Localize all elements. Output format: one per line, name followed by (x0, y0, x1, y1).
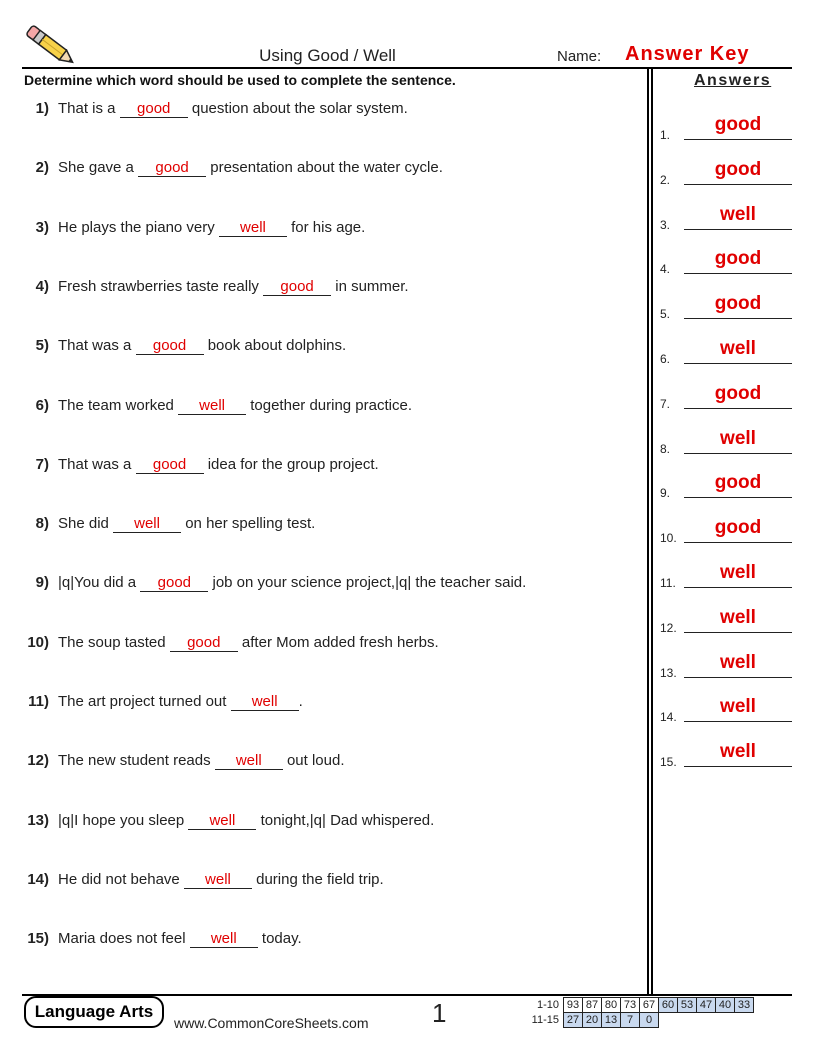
answer-row (660, 293, 792, 322)
score-table (527, 997, 754, 1028)
answer-line (684, 363, 792, 364)
answer-number: 14. (660, 710, 677, 725)
answer-blank: good (170, 635, 238, 652)
question-text-after: in summer. (335, 277, 409, 295)
header-rule (22, 67, 792, 69)
answer-blank: well (190, 931, 258, 948)
question-text-before: He did not behave (58, 870, 180, 888)
column-divider (647, 69, 653, 994)
answer-blank: good (140, 575, 208, 592)
answer-blank: well (188, 813, 256, 830)
question-row (18, 693, 628, 711)
question-number: 6) (35, 396, 49, 414)
question-number: 8) (35, 515, 49, 533)
answer-number: 10. (660, 531, 677, 546)
question-row (18, 930, 628, 948)
answer-line (684, 766, 792, 767)
answer-line (684, 497, 792, 498)
answer-line (684, 273, 792, 274)
answer-row (660, 203, 792, 232)
answer-line (684, 453, 792, 454)
score-cell: 80 (602, 998, 621, 1013)
score-cell: 53 (678, 998, 697, 1013)
question-text-after: job on your science project,|q| the teacher said. (212, 574, 527, 592)
answer-line (684, 587, 792, 588)
score-cell: 33 (735, 998, 754, 1013)
answer-blank: well (231, 694, 299, 711)
score-cell: 20 (583, 1013, 602, 1028)
question-number: 15) (27, 930, 49, 948)
answer-number: 4. (660, 262, 671, 277)
question-row (18, 159, 628, 177)
question-number: 12) (27, 752, 49, 770)
question-text-after: tonight,|q| Dad whispered. (260, 811, 435, 829)
answer-value: well (720, 741, 756, 763)
answer-value: good (714, 382, 762, 404)
answer-row (660, 116, 792, 140)
score-cell: 40 (716, 998, 735, 1013)
score-cell: 13 (602, 1013, 621, 1028)
score-cell: 7 (621, 1013, 640, 1028)
answer-number: 6. (660, 352, 671, 366)
answer-row (660, 382, 792, 411)
answer-line (684, 229, 792, 230)
question-row (18, 634, 628, 652)
question-number: 14) (27, 870, 49, 888)
question-text-before: |q|You did a (58, 574, 137, 592)
question-text-after: on her spelling test. (185, 515, 316, 533)
score-row (527, 1013, 754, 1028)
answer-value: good (714, 293, 762, 315)
answer-number: 9. (660, 486, 671, 501)
answer-row (660, 472, 792, 501)
question-row (18, 219, 628, 237)
answer-line (684, 408, 792, 409)
question-row (18, 278, 628, 296)
score-cell: 93 (564, 998, 583, 1013)
answer-number: 5. (660, 307, 671, 322)
question-number: 9) (35, 574, 49, 592)
answer-blank: well (113, 516, 181, 533)
answer-value: well (720, 606, 756, 628)
answer-number: 1. (660, 128, 671, 142)
question-text-before: The soup tasted (58, 633, 166, 651)
question-number: 7) (35, 455, 49, 473)
question-text-after: during the field trip. (256, 870, 384, 888)
score-cell: 60 (659, 998, 678, 1013)
answer-number: 12. (660, 620, 677, 635)
answer-number: 11. (660, 576, 676, 590)
answer-number: 3. (660, 217, 671, 232)
question-text-before: She gave a (58, 159, 134, 177)
answer-line (684, 632, 792, 633)
question-text-after: out loud. (286, 752, 345, 770)
question-row (18, 574, 628, 592)
question-text-before: That was a (58, 337, 132, 355)
answer-blank: good (263, 279, 331, 296)
answer-line (684, 318, 792, 319)
question-number: 1) (35, 100, 49, 117)
answer-value: well (720, 696, 756, 718)
score-range-label: 1-10 (536, 999, 559, 1011)
question-text-before: Maria does not feel (58, 930, 186, 948)
answer-value: good (714, 472, 762, 494)
question-text-after: after Mom added fresh herbs. (241, 633, 439, 651)
question-text-before: That is a (58, 100, 116, 117)
score-cell: 67 (640, 998, 659, 1013)
question-number: 4) (35, 277, 49, 295)
question-text-before: |q|I hope you sleep (58, 811, 185, 829)
instructions: Determine which word should be used to complete the sentence. (24, 72, 456, 88)
question-text-after: book about dolphins. (207, 337, 347, 355)
question-text-after: together during practice. (250, 396, 412, 414)
question-text-before: Fresh strawberries taste really (58, 277, 259, 295)
score-row (527, 998, 754, 1013)
question-number: 3) (35, 218, 49, 236)
question-text-before: That was a (58, 455, 132, 473)
answer-number: 8. (660, 441, 671, 456)
question-text-after: idea for the group project. (207, 455, 379, 473)
answer-number: 2. (660, 172, 671, 187)
subject-badge: Language Arts (24, 996, 164, 1028)
question-number: 13) (27, 811, 49, 829)
question-text-after: for his age. (291, 218, 366, 236)
question-row (18, 337, 628, 355)
answer-row (660, 427, 792, 456)
answer-line (684, 184, 792, 185)
answer-line (684, 542, 792, 543)
question-text-before: The art project turned out (58, 693, 227, 710)
question-text-before: The team worked (58, 396, 174, 414)
answer-blank: well (219, 220, 287, 237)
answer-row (660, 741, 792, 770)
answer-row (660, 606, 792, 635)
answer-row (660, 158, 792, 187)
answer-number: 13. (660, 665, 677, 680)
score-cell: 27 (564, 1013, 583, 1028)
question-text-before: He plays the piano very (58, 218, 215, 236)
score-range-label: 11-15 (531, 1014, 559, 1026)
answer-blank: well (215, 753, 283, 770)
answer-value: well (720, 651, 756, 673)
answer-row (660, 248, 792, 277)
worksheet-title: Using Good / Well (259, 46, 396, 65)
answer-line (684, 139, 792, 140)
question-text-after: question about the solar system. (191, 100, 408, 117)
name-value: Answer Key (625, 43, 750, 65)
question-number: 11) (28, 693, 49, 710)
score-cell: 73 (621, 998, 640, 1013)
answer-row (660, 517, 792, 546)
score-cell: 0 (640, 1013, 659, 1028)
score-cell: 47 (697, 998, 716, 1013)
answer-number: 7. (660, 396, 671, 411)
site-url: www.CommonCoreSheets.com (174, 1015, 369, 1031)
answer-blank: good (136, 457, 204, 474)
question-row (18, 397, 628, 415)
answer-value: good (714, 517, 762, 539)
pencil-icon (22, 22, 80, 70)
question-text-before: The new student reads (58, 752, 211, 770)
answer-row (660, 696, 792, 725)
question-row (18, 515, 628, 533)
question-text-after: . (298, 693, 303, 710)
answer-value: good (714, 114, 762, 135)
answer-row (660, 651, 792, 680)
question-text-before: She did (58, 515, 109, 533)
answer-row (660, 340, 792, 364)
answer-blank: good (138, 160, 206, 177)
answer-line (684, 677, 792, 678)
score-cell: 87 (583, 998, 602, 1013)
answer-value: well (720, 338, 756, 359)
answer-number: 15. (660, 755, 677, 770)
question-number: 5) (35, 337, 49, 355)
answers-heading: Answers (694, 72, 772, 89)
question-row (18, 456, 628, 474)
question-text-after: presentation about the water cycle. (210, 159, 443, 177)
question-number: 10) (27, 633, 49, 651)
question-row (18, 752, 628, 770)
question-row (18, 100, 628, 118)
name-label: Name: (557, 48, 602, 65)
answer-row (660, 564, 792, 588)
answer-blank: good (136, 338, 204, 355)
question-row (18, 871, 628, 889)
answer-blank: well (184, 872, 252, 889)
answer-value: well (720, 203, 756, 225)
answer-value: well (720, 562, 756, 583)
answer-value: well (720, 427, 756, 449)
answer-value: good (714, 158, 762, 180)
answer-blank: good (120, 101, 188, 118)
answer-blank: well (178, 398, 246, 415)
page-number: 1 (432, 998, 447, 1028)
question-text-after: today. (261, 930, 302, 948)
answer-line (684, 721, 792, 722)
answer-value: good (714, 248, 762, 270)
question-row (18, 812, 628, 830)
question-number: 2) (35, 159, 49, 177)
